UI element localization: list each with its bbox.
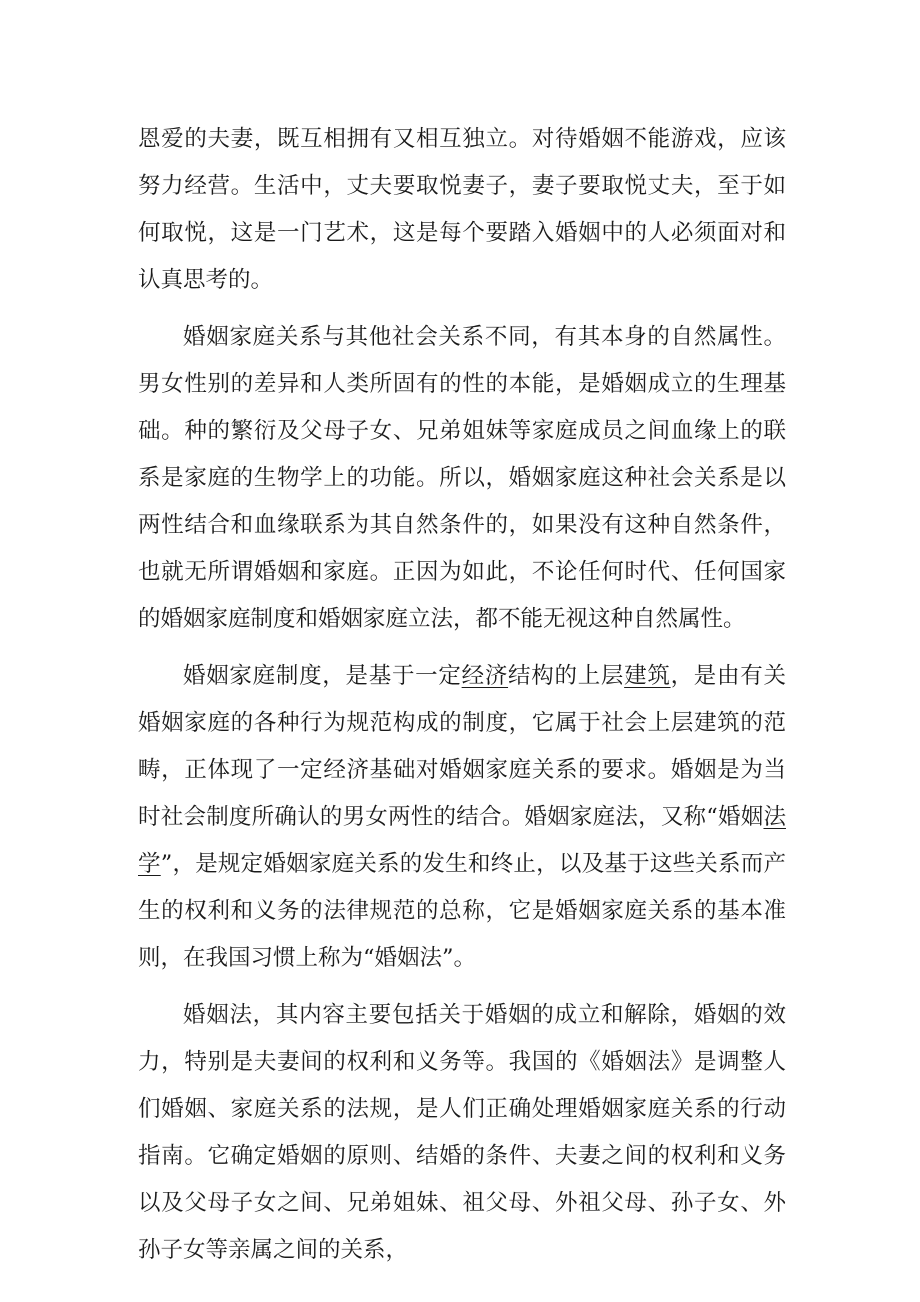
- link-architecture[interactable]: 建筑: [624, 663, 671, 689]
- link-economy[interactable]: 经济: [461, 663, 509, 689]
- paragraph-natural-attributes: 婚姻家庭关系与其他社会关系不同，有其本身的自然属性。男女性别的差异和人类所固有的性的本能，是婚姻成立的生理基础。种的繁衍及父母子女、兄弟姐妹等家庭成员之间血缘上的联系是家庭的生物学上的功能。所以，婚姻家庭这种社会关系是以两性结合和血缘联系为其自然条件的，如果没有这种自然条件，也就无所谓婚姻和家庭。正因为如此，不论任何时代、任何国家的婚姻家庭制度和婚姻家庭立法，都不能无视这种自然属性。: [138, 324, 786, 632]
- text-segment: 结构的上层: [508, 663, 625, 689]
- text-segment: ”，是规定婚姻家庭关系的发生和终止，以及基于这些关系而产生的权利和义务的法律规范的总称，它是婚姻家庭关系的基本准则，在我国习惯上称为“婚姻法”。: [138, 851, 786, 971]
- paragraph-marriage-law: 婚姻法，其内容主要包括关于婚姻的成立和解除，婚姻的效力，特别是夫妻间的权利和义务等。我国的《婚姻法》是调整人们婚姻、家庭关系的法规，是人们正确处理婚姻家庭关系的行动指南。它确定婚姻的原则、结婚的条件、夫妻之间的权利和义务以及父母子女之间、兄弟姐妹、祖父母、外祖父母、孙子女、外孙子女等亲属之间的关系，: [138, 1002, 786, 1263]
- text-segment: ，是由有关婚姻家庭的各种行为规范构成的制度，它属于社会上层建筑的范畴，正体现了一定经济基础对婚姻家庭关系的要求。婚姻是为当时社会制度所确认的男女两性的结合。婚姻家庭法，又称“婚姻: [138, 663, 786, 830]
- paragraph-continuation: 恩爱的夫妻，既互相拥有又相互独立。对待婚姻不能游戏，应该努力经营。生活中，丈夫要取悦妻子，妻子要取悦丈夫，至于如何取悦，这是一门艺术，这是每个要踏入婚姻中的人必须面对和认真思考的。: [138, 126, 786, 293]
- text-segment: 婚姻家庭制度，是基于一定: [183, 663, 462, 689]
- paragraph-marriage-system: [138, 653, 786, 982]
- document-page: [138, 116, 786, 1274]
- link-jurisprudence[interactable]: 法学: [138, 804, 786, 877]
